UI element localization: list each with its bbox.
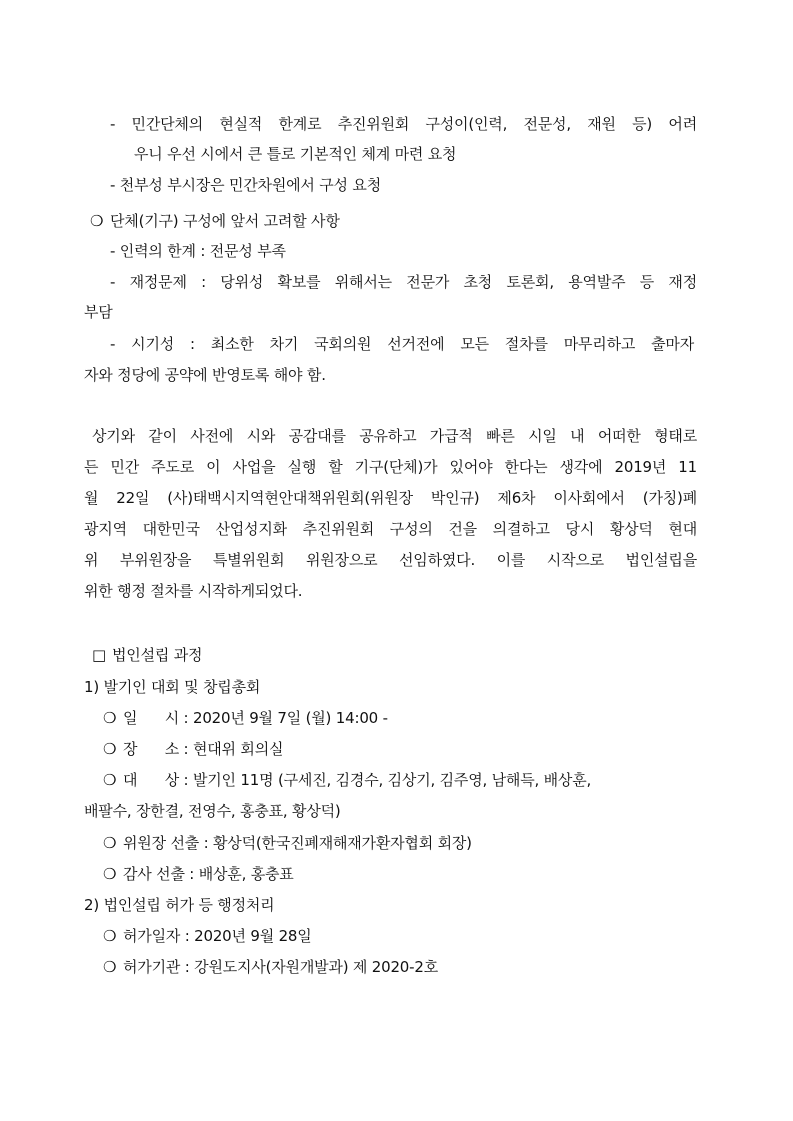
event-place: ❍ 장 소 : 현대위 회의실 [103, 740, 284, 758]
circle-bullet-icon: ❍ [103, 927, 117, 945]
consideration-item-2-cont: 부담 [84, 303, 113, 321]
paragraph-line-1: 상기와 같이 사전에 시와 공감대를 공유하고 가급적 빠른 시일 내 어떠한 형태로 [92, 427, 697, 445]
section-title: 법인설립 과정 [112, 646, 203, 664]
intro-line-3: - 천부성 부시장은 민간차원에서 구성 요청 [110, 176, 381, 194]
consideration-item-1: - 인력의 한계 : 전문성 부족 [110, 242, 286, 260]
event-attendees: ❍ 대 상 : 발기인 11명 (구세진, 김경수, 김상기, 김주영, 남해득, 배상훈, [103, 771, 592, 789]
consideration-item-3: - 시기성 : 최소한 차기 국회의원 선거전에 모든 절차를 마무리하고 출마자 [110, 335, 694, 353]
paragraph-line-4: 광지역 대한민국 산업성지화 추진위원회 구성의 건을 의결하고 당시 황상덕 현대 [84, 520, 697, 538]
circle-bullet-icon: ❍ [90, 212, 104, 230]
section-heading [92, 645, 202, 665]
circle-bullet-icon: ❍ [103, 834, 117, 852]
circle-bullet-icon: ❍ [103, 771, 117, 789]
consideration-item-2: - 재정문제 : 당위성 확보를 위해서는 전문가 초청 토론회, 용역발주 등 재정 [110, 273, 697, 291]
paragraph-line-2: 든 민간 주도로 이 사업을 실행 할 기구(단체)가 있어야 한다는 생각에 2019년 11 [84, 458, 697, 476]
circle-bullet-icon: ❍ [103, 740, 117, 758]
intro-line-1: - 민간단체의 현실적 한계로 추진위원회 구성이(인력, 전문성, 재원 등) 어려 [110, 115, 697, 133]
permit-authority: ❍ 허가기관 : 강원도지사(자원개발과) 제 2020-2호 [103, 958, 439, 976]
consideration-item-3-cont: 자와 정당에 공약에 반영토록 해야 함. [84, 366, 326, 384]
subsection-2-title: 2) 법인설립 허가 등 행정처리 [84, 896, 275, 914]
considerations-heading [90, 211, 340, 231]
event-attendees-cont: 배팔수, 장한결, 전영수, 홍충표, 황상덕) [84, 802, 341, 820]
paragraph-line-6: 위한 행정 절차를 시작하게되었다. [84, 582, 303, 600]
square-bullet-icon: □ [92, 646, 106, 664]
paragraph-line-3: 월 22일 (사)태백시지역현안대책위원회(위원장 박인규) 제6차 이사회에서 (가칭)폐 [84, 489, 697, 507]
permit-date: ❍ 허가일자 : 2020년 9월 28일 [103, 927, 312, 945]
paragraph-line-5: 위 부위원장을 특별위원회 위원장으로 선임하였다. 이를 시작으로 법인설립을 [84, 551, 697, 569]
event-date: ❍ 일 시 : 2020년 9월 7일 (월) 14:00 - [103, 709, 388, 727]
intro-line-2: 우니 우선 시에서 큰 틀로 기본적인 체계 마련 요청 [134, 145, 457, 163]
circle-bullet-icon: ❍ [103, 709, 117, 727]
subsection-1-title: 1) 발기인 대회 및 창립총회 [84, 678, 261, 696]
auditor-election: ❍ 감사 선출 : 배상훈, 홍충표 [103, 865, 294, 883]
chair-election: ❍ 위원장 선출 : 황상덕(한국진폐재해재가환자협회 회장) [103, 834, 472, 852]
circle-bullet-icon: ❍ [103, 958, 117, 976]
circle-bullet-icon: ❍ [103, 865, 117, 883]
considerations-heading-text: 단체(기구) 구성에 앞서 고려할 사항 [110, 212, 340, 230]
